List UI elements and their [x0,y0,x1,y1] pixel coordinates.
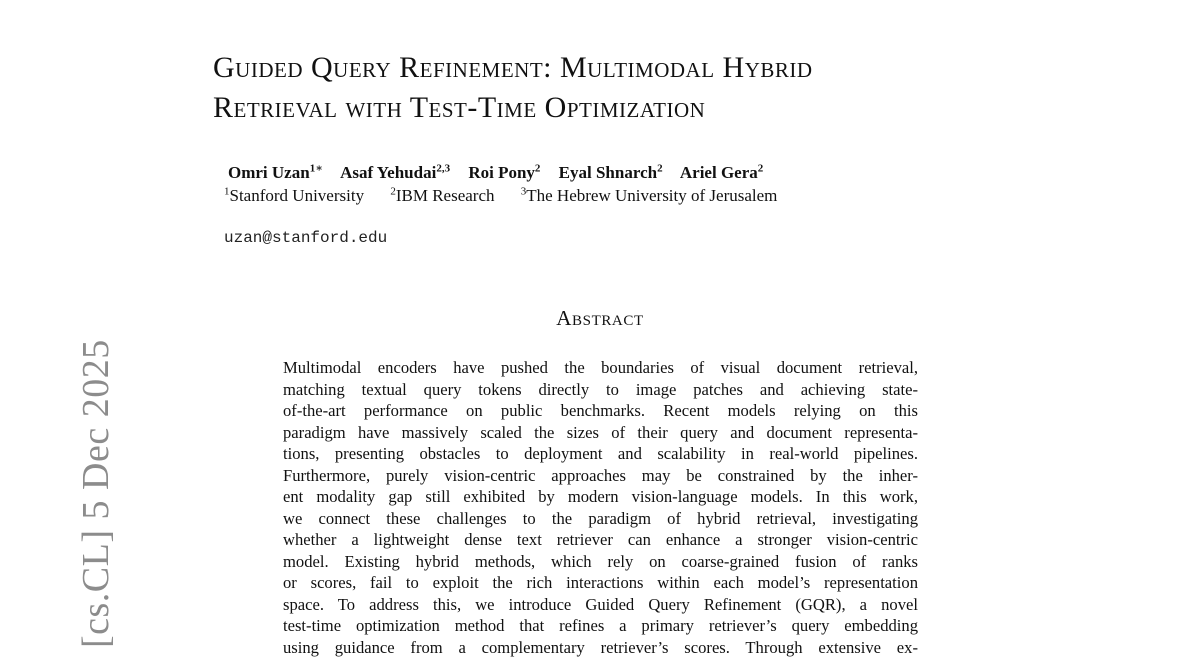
abstract-line: test-time optimization method that refines a primary retriever’s query embedding [283,615,918,637]
abstract-line: model. Existing hybrid methods, which rely on coarse-grained fusion of ranks [283,551,918,573]
paper-title [213,48,813,128]
author [468,163,540,182]
affiliation-mark: 3 [521,185,527,197]
author-name: Omri Uzan [228,163,310,182]
abstract-line: or scores, fail to exploit the rich interactions within each model’s representation [283,572,918,594]
author-name: Eyal Shnarch [559,163,657,182]
author [559,163,663,182]
author-name: Asaf Yehudai [340,163,436,182]
author [228,163,323,182]
author-affil-mark: 2 [758,162,764,174]
author-name: Roi Pony [468,163,535,182]
author-affil-mark: 2 [535,162,541,174]
abstract-line: Multimodal encoders have pushed the boundaries of visual document retrieval, [283,357,918,379]
abstract-line: of-the-art performance on public benchmarks. Recent models relying on this [283,400,918,422]
author-name: Ariel Gera [680,163,758,182]
author [340,163,450,182]
arxiv-margin-stamp: [cs.CL] 5 Dec 2025 [74,339,118,648]
abstract-line: Furthermore, purely vision-centric approaches may be constrained by the inher- [283,465,918,487]
abstract-line: matching textual query tokens directly to image patches and achieving state- [283,379,918,401]
affiliation-name: The Hebrew University of Jerusalem [526,186,777,205]
title-line: Retrieval with Test-Time Optimization [213,88,813,128]
affiliation-mark: 2 [390,185,396,197]
affiliation [390,186,494,205]
affiliation-list [224,185,799,206]
abstract-body [283,357,918,658]
abstract-line: tions, presenting obstacles to deployment and scalability in real-world pipelines. [283,443,918,465]
title-line: Guided Query Refinement: Multimodal Hybrid [213,48,813,88]
affiliation-mark: 1 [224,185,230,197]
abstract-heading: Abstract [0,306,1200,331]
author-list [228,161,777,183]
abstract-line: we connect these challenges to the paradigm of hybrid retrieval, investigating [283,508,918,530]
affiliation-name: IBM Research [396,186,495,205]
abstract-line: paradigm have massively scaled the sizes of their query and document representa- [283,422,918,444]
author-affil-mark: 2,3 [436,162,450,174]
author-affil-mark: 1∗ [310,162,323,174]
abstract-line: using guidance from a complementary retriever’s scores. Through extensive ex- [283,637,918,658]
author [680,163,763,182]
abstract-line: whether a lightweight dense text retriever can enhance a stronger vision-centric [283,529,918,551]
affiliation [521,186,778,205]
author-affil-mark: 2 [657,162,663,174]
abstract-line: space. To address this, we introduce Guided Query Refinement (GQR), a novel [283,594,918,616]
affiliation-name: Stanford University [230,186,365,205]
abstract-line: ent modality gap still exhibited by modern vision-language models. In this work, [283,486,918,508]
author-email: uzan@stanford.edu [224,229,387,247]
affiliation [224,186,364,205]
